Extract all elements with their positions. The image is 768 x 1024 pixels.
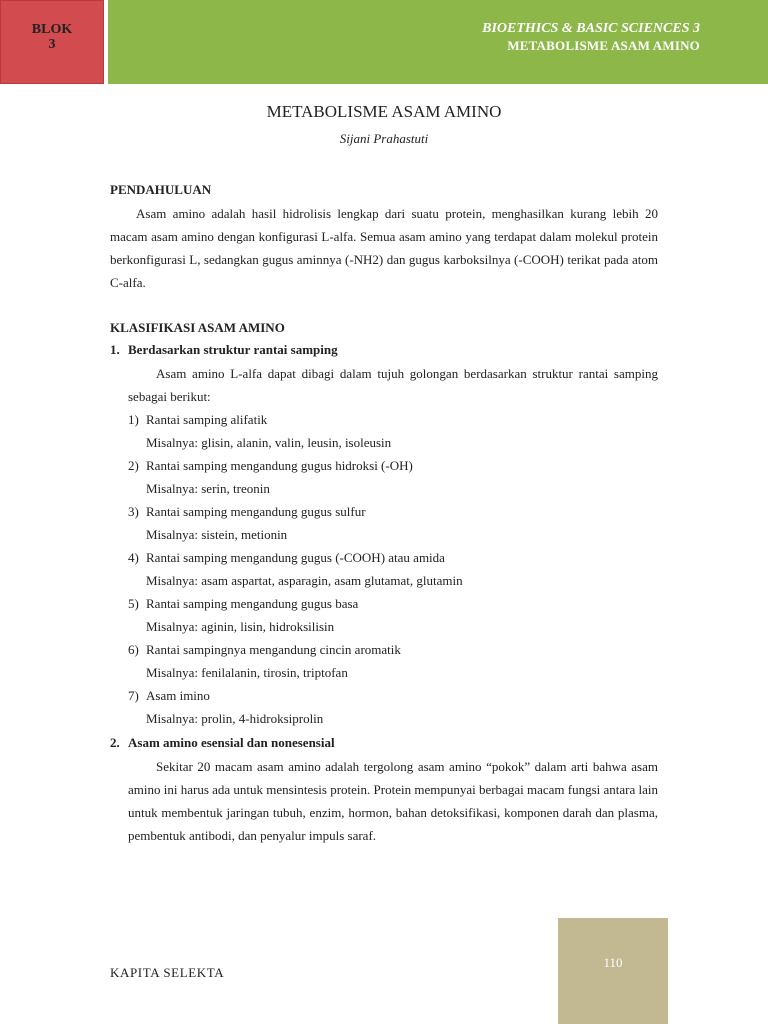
- list-item: [128, 408, 658, 454]
- list-item: [128, 638, 658, 684]
- footer-label: KAPITA SELEKTA: [110, 965, 225, 980]
- pendahuluan-paragraph: Asam amino adalah hasil hidrolisis lengkap dari suatu protein, menghasilkan kurang lebih 20 macam asam amino dengan konfigurasi L-alfa. Semua asam amino yang terdapat dalam molekul protein berkonfigurasi L, sedangkan gugus aminnya (-NH2) dan gugus karboksilnya (-COOH) terikat pada atom C-alfa.: [110, 206, 658, 290]
- item-number: 1): [128, 412, 139, 427]
- list-item: [128, 454, 658, 500]
- list-item: [128, 546, 658, 592]
- item-example: Misalnya: sistein, metionin: [146, 527, 288, 542]
- item-example: Misalnya: aginin, lisin, hidroksilisin: [146, 619, 335, 634]
- section-1-heading: [110, 341, 658, 359]
- pendahuluan-heading: PENDAHULUAN: [110, 182, 212, 197]
- item-number: 3): [128, 504, 139, 519]
- block-badge: [0, 0, 104, 84]
- section-1-intro: Asam amino L-alfa dapat dibagi dalam tujuh golongan berdasarkan struktur rantai samping sebagai berikut:: [128, 366, 658, 404]
- section-1-number: 1.: [110, 342, 120, 357]
- klasifikasi-heading: KLASIFIKASI ASAM AMINO: [110, 320, 285, 335]
- section-2-title: Asam amino esensial dan nonesensial: [128, 735, 335, 750]
- item-label: Asam imino: [146, 688, 210, 703]
- item-label: Rantai sampingnya mengandung cincin aromatik: [146, 642, 401, 657]
- block-label: BLOK: [31, 22, 73, 37]
- topic-title: METABOLISME ASAM AMINO: [507, 38, 700, 53]
- section-1-body: [128, 362, 658, 730]
- page-title: METABOLISME ASAM AMINO: [266, 102, 502, 121]
- item-label: Rantai samping mengandung gugus (-COOH) atau amida: [146, 550, 445, 565]
- item-label: Rantai samping mengandung gugus sulfur: [146, 504, 366, 519]
- item-example: Misalnya: prolin, 4-hidroksiprolin: [146, 711, 324, 726]
- list-item: [128, 684, 658, 730]
- section-2-body: [128, 755, 658, 847]
- item-number: 6): [128, 642, 139, 657]
- item-label: Rantai samping mengandung gugus hidroksi (-OH): [146, 458, 413, 473]
- course-title: BIOETHICS & BASIC SCIENCES 3: [482, 21, 700, 36]
- list-item: [128, 500, 658, 546]
- item-number: 5): [128, 596, 139, 611]
- item-label: Rantai samping alifatik: [146, 412, 268, 427]
- list-item: [128, 592, 658, 638]
- item-example: Misalnya: asam aspartat, asparagin, asam glutamat, glutamin: [146, 573, 463, 588]
- block-number: 3: [48, 37, 56, 52]
- item-example: Misalnya: glisin, alanin, valin, leusin, isoleusin: [146, 435, 392, 450]
- item-number: 7): [128, 688, 139, 703]
- document-body: [110, 181, 658, 847]
- section-2-heading: [110, 734, 658, 752]
- item-number: 4): [128, 550, 139, 565]
- item-number: 2): [128, 458, 139, 473]
- item-label: Rantai samping mengandung gugus basa: [146, 596, 359, 611]
- author: Sijani Prahastuti: [339, 131, 429, 146]
- page-number: 110: [603, 955, 623, 970]
- section-1-title: Berdasarkan struktur rantai samping: [128, 342, 338, 357]
- page-number-box: [558, 918, 668, 1024]
- item-example: Misalnya: fenilalanin, tirosin, triptofan: [146, 665, 348, 680]
- header-banner: [108, 0, 768, 84]
- section-2-paragraph: Sekitar 20 macam asam amino adalah tergolong asam amino “pokok” dalam arti bahwa asam amino ini harus ada untuk mensintesis protein. Protein mempunyai berbagai macam fungsi antara lain untuk membentuk jaringan tubuh, enzim, hormon, bahan detoksifikasi, komponen darah dan plasma, pembentuk antibodi, dan penyalur impuls saraf.: [128, 759, 658, 843]
- section-2-number: 2.: [110, 735, 120, 750]
- item-example: Misalnya: serin, treonin: [146, 481, 270, 496]
